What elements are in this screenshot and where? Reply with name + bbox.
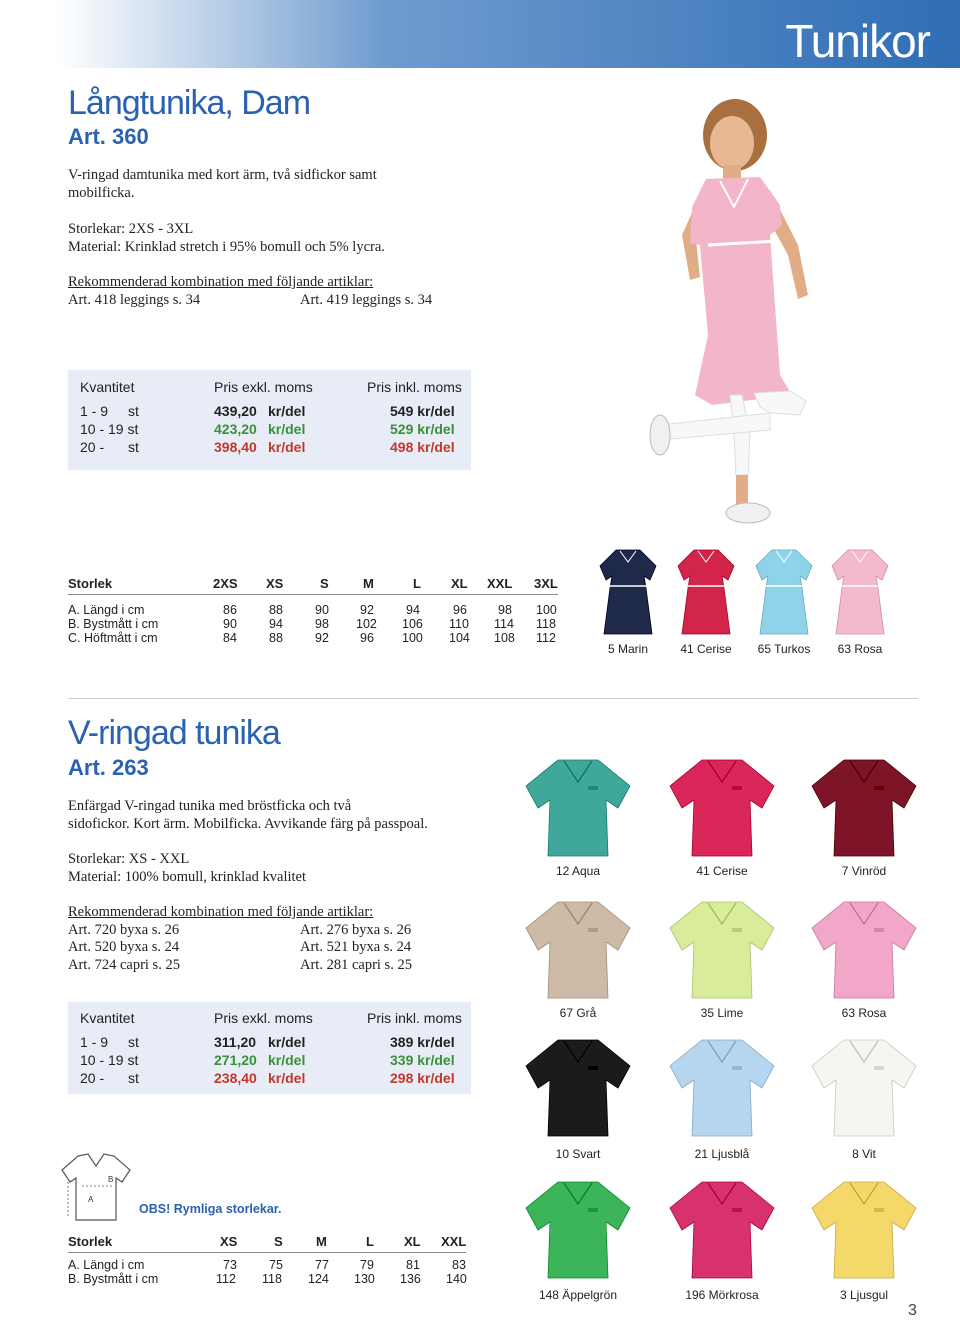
qty: 1 - 9 [80, 1034, 109, 1050]
qty-unit: st [128, 1034, 139, 1050]
size-cell: 100 [402, 631, 423, 645]
size-row [68, 1272, 488, 1286]
color-label: 63 Rosa [841, 1006, 887, 1020]
tunic-swatch [522, 1036, 634, 1140]
price-excl: 271,20 [214, 1052, 257, 1068]
price-incl: 339 kr/del [390, 1052, 455, 1068]
header-price-incl: Pris inkl. moms [367, 1010, 462, 1026]
price-table-content [80, 1009, 470, 1087]
size-cell: 106 [402, 617, 423, 631]
recommendation-heading: Rekommenderad kombination med följande artiklar: [68, 904, 374, 920]
material-info: Material: 100% bomull, krinklad kvalitet [68, 869, 306, 885]
tunic-swatch [808, 756, 920, 860]
recommendation-item: Art. 720 byxa s. 26 [68, 922, 180, 938]
size-cell: 102 [356, 617, 377, 631]
size-cell: 88 [269, 631, 283, 645]
recommendation-heading: Rekommenderad kombination med följande artiklar: [68, 274, 374, 290]
size-cell: 94 [406, 603, 420, 617]
product-title: V-ringad tunika [68, 714, 280, 752]
size-cell: 118 [262, 1272, 282, 1286]
size-row [68, 617, 568, 631]
size-cell: A. Längd i cm [68, 603, 145, 617]
size-cell: 83 [452, 1258, 466, 1272]
tunic-swatch [808, 1178, 920, 1282]
size-cell: C. Höftmått i cm [68, 631, 158, 645]
qty-unit: st [128, 403, 139, 419]
product-title: Långtunika, Dam [68, 84, 311, 122]
price-unit: kr/del [268, 439, 306, 455]
price-row [80, 1033, 470, 1051]
size-header-cell: 2XS [213, 576, 238, 591]
size-cell: B. Bystmått i cm [68, 1272, 159, 1286]
tunic-swatch [522, 756, 634, 860]
color-label: 3 Ljusgul [839, 1288, 889, 1302]
long-tunic-swatch [674, 548, 738, 636]
header-price-excl: Pris exkl. moms [214, 1010, 313, 1026]
size-cell: 104 [449, 631, 470, 645]
color-label: 148 Äppelgrön [538, 1288, 618, 1302]
recommendation-item: Art. 418 leggings s. 34 [68, 292, 201, 308]
desc-line: V-ringad damtunika med kort ärm, två sidfickor samt [68, 167, 377, 183]
recommendation-item: Art. 276 byxa s. 26 [300, 922, 412, 938]
qty: 20 - [80, 439, 105, 455]
size-cell: 140 [446, 1272, 467, 1286]
color-label: 41 Cerise [680, 642, 732, 656]
recommendation-item: Art. 419 leggings s. 34 [300, 292, 433, 308]
recommendation-item: Art. 724 capri s. 25 [68, 957, 180, 973]
qty-unit: st [128, 439, 139, 455]
price-excl: 398,40 [214, 439, 257, 455]
size-header-cell: XL [404, 1234, 421, 1249]
size-cell: 81 [406, 1258, 420, 1272]
size-cell: 124 [308, 1272, 329, 1286]
price-incl: 529 kr/del [390, 421, 455, 437]
qty: 1 - 9 [80, 403, 109, 419]
size-header-cell: L [413, 576, 421, 591]
obs-note: OBS! Rymliga storlekar. [139, 1202, 282, 1216]
price-row [80, 1069, 470, 1087]
size-table-header [68, 576, 568, 590]
article-number: Art. 263 [68, 755, 149, 780]
desc-line: Enfärgad V-ringad tunika med bröstficka och två [68, 798, 352, 814]
table-divider [68, 1252, 466, 1253]
tunic-swatch [666, 1036, 778, 1140]
tunic-measure-diagram [58, 1152, 134, 1224]
size-header-cell: M [316, 1234, 327, 1249]
size-cell: 92 [360, 603, 374, 617]
size-cell: 98 [498, 603, 512, 617]
color-label: 35 Lime [700, 1006, 744, 1020]
tunic-swatch [666, 1178, 778, 1282]
color-label: 65 Turkos [757, 642, 811, 656]
header-price-incl: Pris inkl. moms [367, 379, 462, 395]
tunic-swatch [666, 898, 778, 1002]
table-divider [68, 594, 558, 595]
size-cell: 98 [315, 617, 329, 631]
price-row [80, 420, 470, 438]
size-cell: 114 [494, 617, 514, 631]
size-cell: 136 [400, 1272, 421, 1286]
tunic-swatch [522, 898, 634, 1002]
size-cell: 118 [536, 617, 556, 631]
size-row [68, 603, 568, 617]
price-row [80, 1051, 470, 1069]
recommendation-item: Art. 521 byxa s. 24 [300, 939, 412, 955]
color-label: 21 Ljusblå [694, 1147, 750, 1161]
price-table-content [80, 378, 470, 456]
svg-text:B: B [108, 1175, 114, 1184]
long-tunic-swatch [828, 548, 892, 636]
long-tunic-swatch [752, 548, 816, 636]
size-cell: 79 [360, 1258, 374, 1272]
product-description [68, 797, 508, 833]
price-incl: 298 kr/del [390, 1070, 455, 1086]
size-cell: 92 [315, 631, 329, 645]
size-header-cell: S [274, 1234, 283, 1249]
price-row [80, 402, 470, 420]
price-unit: kr/del [268, 421, 306, 437]
size-cell: A. Längd i cm [68, 1258, 145, 1272]
sizes-info: Storlekar: XS - XXL [68, 851, 190, 867]
size-header-cell: XXL [441, 1234, 467, 1249]
size-header-cell: XS [266, 576, 284, 591]
size-header-cell: Storlek [68, 576, 113, 591]
color-label: 7 Vinröd [841, 864, 887, 878]
price-header-row [80, 1009, 470, 1027]
tunic-swatch [522, 1178, 634, 1282]
size-cell: 108 [494, 631, 515, 645]
size-cell: 94 [269, 617, 283, 631]
recommendation-item: Art. 520 byxa s. 24 [68, 939, 180, 955]
size-header-cell: S [320, 576, 329, 591]
price-excl: 439,20 [214, 403, 257, 419]
price-header-row [80, 378, 470, 396]
price-excl: 311,20 [214, 1034, 257, 1050]
size-header-cell: XL [451, 576, 468, 591]
size-cell: 100 [536, 603, 557, 617]
price-excl: 238,40 [214, 1070, 257, 1086]
color-label: 5 Marin [607, 642, 648, 656]
material-info: Material: Krinklad stretch i 95% bomull och 5% lycra. [68, 239, 385, 255]
price-incl: 389 kr/del [390, 1034, 455, 1050]
page-category-title: Tunikor [785, 15, 930, 67]
size-cell: 84 [223, 631, 237, 645]
size-cell: 90 [223, 617, 237, 631]
header-banner [0, 0, 960, 68]
size-header-cell: L [366, 1234, 374, 1249]
header-price-excl: Pris exkl. moms [214, 379, 313, 395]
qty: 10 - 19 st [80, 1052, 139, 1068]
size-header-cell: XS [220, 1234, 238, 1249]
price-incl: 498 kr/del [390, 439, 455, 455]
price-excl: 423,20 [214, 421, 257, 437]
price-unit: kr/del [268, 1052, 306, 1068]
size-row [68, 631, 568, 645]
price-unit: kr/del [268, 1034, 306, 1050]
page-number: 3 [908, 1302, 917, 1319]
header-quantity: Kvantitet [80, 379, 135, 395]
svg-text:A: A [88, 1195, 94, 1204]
color-label: 8 Vit [852, 1147, 876, 1161]
size-row [68, 1258, 488, 1272]
size-cell: 73 [223, 1258, 237, 1272]
sizes-info: Storlekar: 2XS - 3XL [68, 221, 194, 237]
price-unit: kr/del [268, 1070, 306, 1086]
section-divider [68, 698, 918, 699]
color-label: 63 Rosa [837, 642, 883, 656]
size-table-header [68, 1234, 488, 1248]
desc-line: mobilficka. [68, 185, 135, 201]
size-header-cell: Storlek [68, 1234, 113, 1249]
size-cell: 96 [360, 631, 374, 645]
size-cell: 88 [269, 603, 283, 617]
qty: 10 - 19 st [80, 421, 139, 437]
size-header-cell: M [363, 576, 374, 591]
size-header-cell: 3XL [534, 576, 558, 591]
size-cell: 96 [453, 603, 467, 617]
model-photo [620, 95, 840, 535]
price-incl: 549 kr/del [390, 403, 455, 419]
qty-unit: st [128, 1070, 139, 1086]
color-label: 196 Mörkrosa [685, 1288, 759, 1302]
size-cell: 110 [449, 617, 469, 631]
size-cell: 86 [223, 603, 237, 617]
header-quantity: Kvantitet [80, 1010, 135, 1026]
size-cell: 75 [269, 1258, 283, 1272]
product-description [68, 166, 488, 202]
color-label: 12 Aqua [555, 864, 601, 878]
size-header-cell: XXL [487, 576, 513, 591]
qty: 20 - [80, 1070, 105, 1086]
size-cell: 112 [216, 1272, 236, 1286]
color-label: 10 Svart [555, 1147, 601, 1161]
size-cell: 112 [536, 631, 556, 645]
color-label: 67 Grå [559, 1006, 597, 1020]
size-cell: 77 [315, 1258, 329, 1272]
desc-line: sidofickor. Kort ärm. Mobilficka. Avvikande färg på passpoal. [68, 816, 428, 832]
size-cell: B. Bystmått i cm [68, 617, 159, 631]
size-cell: 130 [354, 1272, 375, 1286]
price-row [80, 438, 470, 456]
tunic-swatch [808, 1036, 920, 1140]
tunic-swatch [808, 898, 920, 1002]
tunic-swatch [666, 756, 778, 860]
article-number: Art. 360 [68, 124, 149, 149]
long-tunic-swatch [596, 548, 660, 636]
price-unit: kr/del [268, 403, 306, 419]
recommendation-item: Art. 281 capri s. 25 [300, 957, 412, 973]
color-label: 41 Cerise [696, 864, 748, 878]
size-cell: 90 [315, 603, 329, 617]
